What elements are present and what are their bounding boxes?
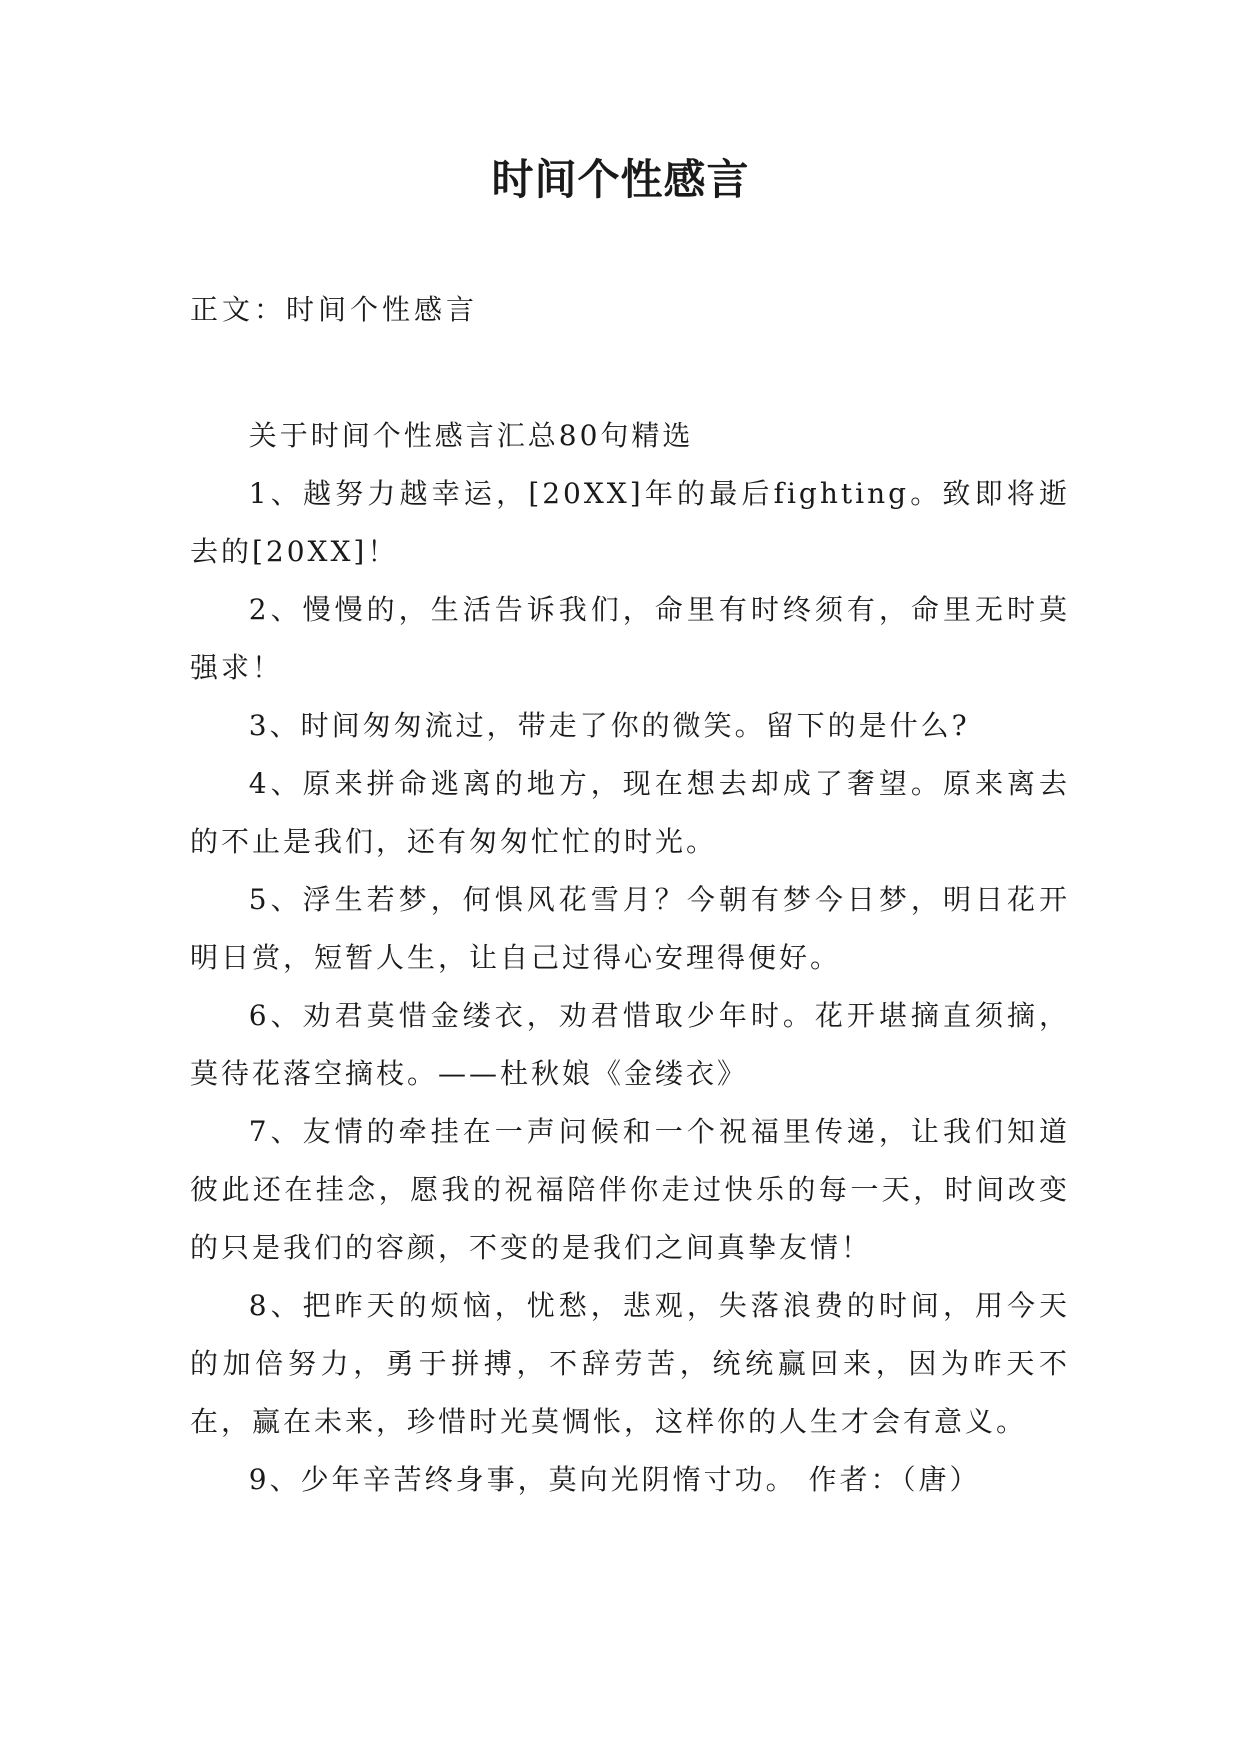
quote-paragraph-7: 7、友情的牵挂在一声问候和一个祝福里传递，让我们知道彼此还在挂念，愿我的祝福陪伴你走过快乐的每一天，时间改变的只是我们的容颜，不变的是我们之间真挚友情！ [190, 1115, 1070, 1264]
intro-paragraph: 关于时间个性感言汇总80句精选 [248, 419, 694, 452]
document-title: 时间个性感言 [491, 155, 750, 204]
document-body [190, 407, 1070, 1509]
quote-paragraph-6: 6、劝君莫惜金缕衣，劝君惜取少年时。花开堪摘直须摘，莫待花落空摘枝。——杜秋娘《金缕衣》 [190, 999, 1070, 1090]
quote-paragraph-9: 9、少年辛苦终身事，莫向光阴惰寸功。 作者：（唐） [248, 1463, 981, 1496]
quote-paragraph-5: 5、浮生若梦，何惧风花雪月？今朝有梦今日梦，明日花开明日赏，短暂人生，让自己过得心安理得便好。 [190, 883, 1070, 974]
quote-paragraph-8: 8、把昨天的烦恼，忧愁，悲观，失落浪费的时间，用今天的加倍努力，勇于拼搏，不辞劳苦，统统赢回来，因为昨天不在，赢在未来，珍惜时光莫惆怅，这样你的人生才会有意义。 [190, 1289, 1070, 1438]
quote-paragraph-4: 4、原来拼命逃离的地方，现在想去却成了奢望。原来离去的不止是我们，还有匆匆忙忙的时光。 [190, 767, 1070, 858]
quote-paragraph-3: 3、时间匆匆流过，带走了你的微笑。留下的是什么? [248, 709, 970, 742]
document-subtitle: 正文：时间个性感言 [190, 293, 479, 326]
quote-paragraph-1: 1、越努力越幸运，[20XX]年的最后fighting。致即将逝去的[20XX]！ [190, 477, 1070, 568]
quote-paragraph-2: 2、慢慢的，生活告诉我们，命里有时终须有，命里无时莫强求！ [190, 593, 1070, 684]
